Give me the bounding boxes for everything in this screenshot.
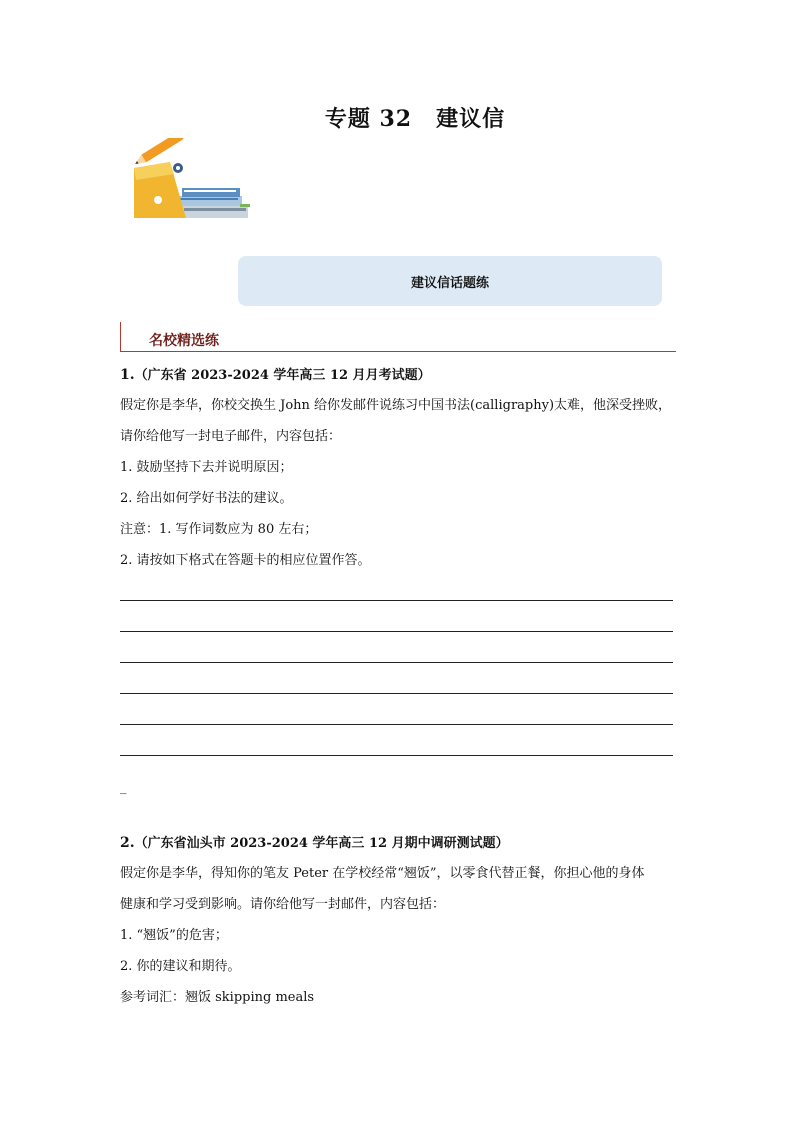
question-2-text: 假定你是李华，得知你的笔友 Peter 在学校经常“翘饭”，以零食代替正餐，你担心他的身体 bbox=[120, 866, 645, 881]
section-heading: 名校精选练 bbox=[149, 333, 219, 349]
question-1-text: 2. 请按如下格式在答题卡的相应位置作答。 bbox=[120, 553, 371, 568]
book-icon bbox=[182, 206, 248, 218]
question-1-text: 注意：1. 写作词数应为 80 左右； bbox=[120, 522, 318, 537]
book-icon bbox=[178, 196, 242, 206]
answer-line bbox=[120, 600, 673, 601]
answer-line bbox=[120, 693, 673, 694]
question-2-header: 2.（广东省汕头市 2023-2024 学年高三 12 月期中调研测试题） bbox=[120, 835, 509, 851]
answer-line bbox=[120, 662, 673, 663]
question-1-text: 假定你是李华，你校交换生 John 给你发邮件说练习中国书法(calligraphy)太难，他深受挫败， bbox=[120, 398, 672, 413]
answer-line bbox=[120, 724, 673, 725]
page-title: 专题 32 建议信 bbox=[324, 106, 506, 132]
question-2-text: 健康和学习受到影响。请你给他写一封邮件，内容包括： bbox=[120, 897, 446, 912]
topic-banner bbox=[238, 256, 662, 306]
question-2-text: 2. 你的建议和期待。 bbox=[120, 959, 241, 974]
question-2-text: 1. “翘饭”的危害； bbox=[120, 928, 228, 943]
trailing-mark: _ bbox=[120, 780, 127, 795]
pencil-books-illustration bbox=[130, 138, 252, 222]
pencil-icon bbox=[133, 138, 189, 168]
section-header bbox=[120, 322, 676, 352]
question-1-text: 2. 给出如何学好书法的建议。 bbox=[120, 491, 293, 506]
answer-line bbox=[120, 631, 673, 632]
question-1-header: 1.（广东省 2023-2024 学年高三 12 月月考试题） bbox=[120, 367, 431, 383]
answer-line bbox=[120, 755, 673, 756]
question-2-text: 参考词汇：翘饭 skipping meals bbox=[120, 990, 315, 1005]
question-1-text: 1. 鼓励坚持下去并说明原因； bbox=[120, 460, 293, 475]
question-1-text: 请你给他写一封电子邮件，内容包括： bbox=[120, 429, 342, 444]
banner-label: 建议信话题练 bbox=[410, 275, 489, 291]
book-icon bbox=[182, 188, 240, 197]
